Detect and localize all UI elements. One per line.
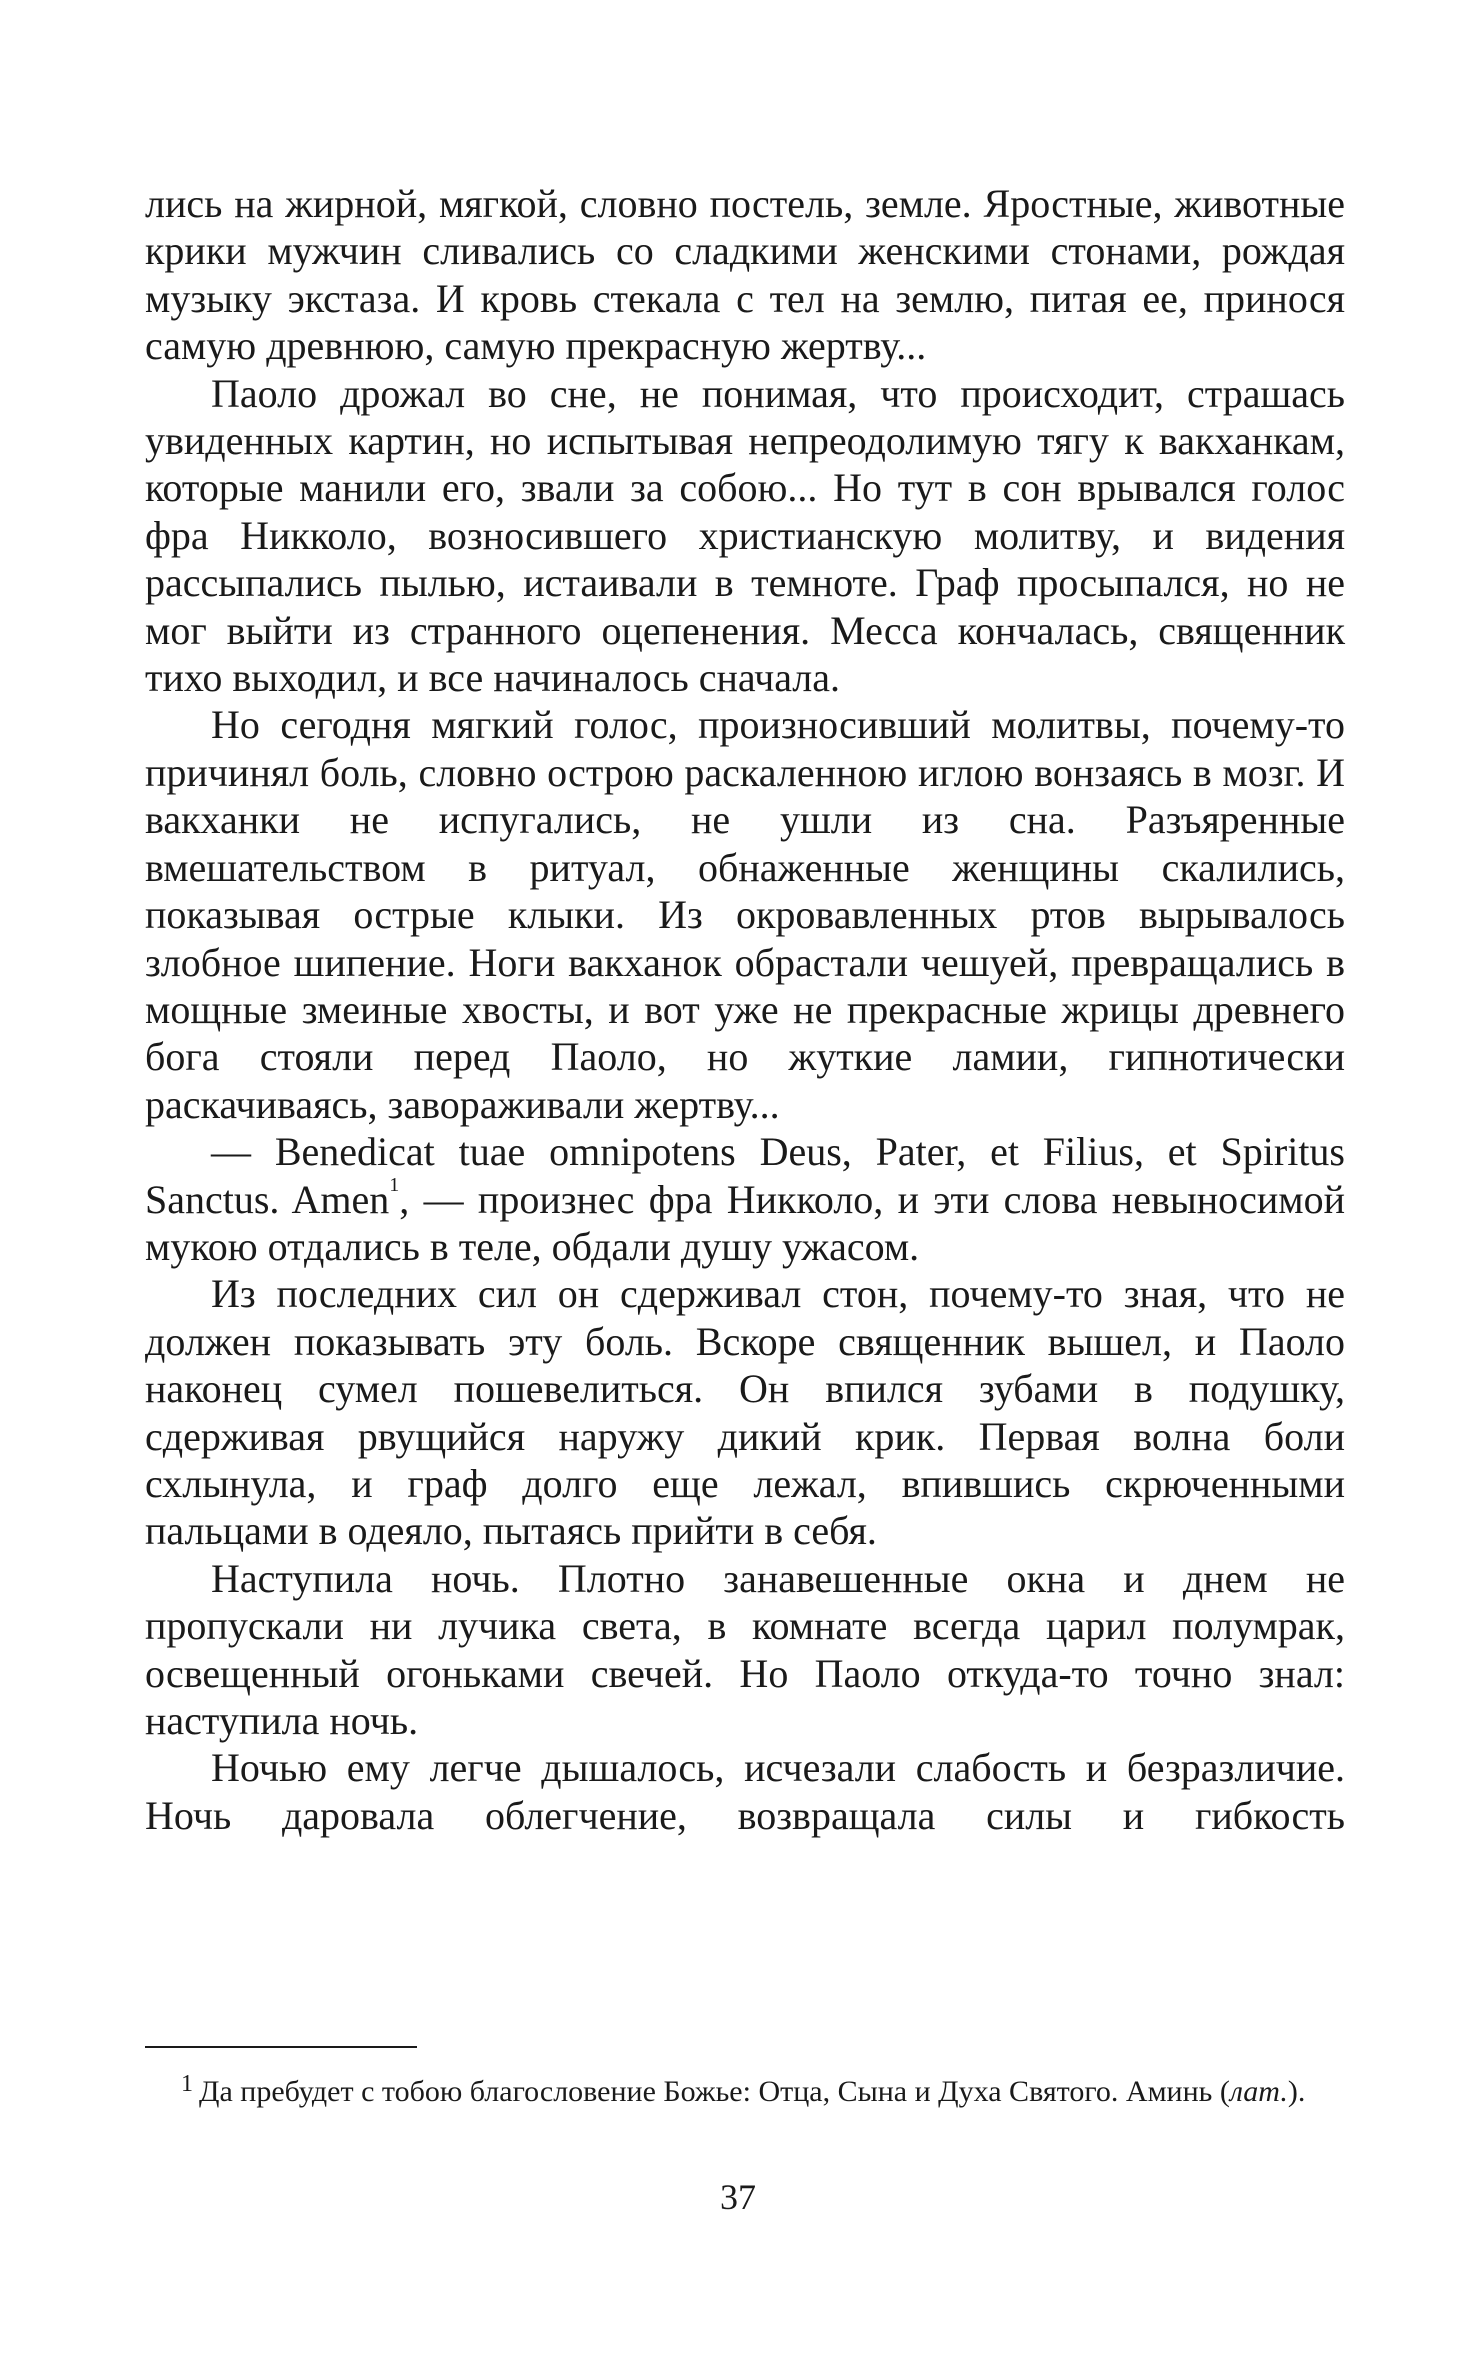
paragraph-4-continuation: , — произнес фра Никколо, и эти слова невыносимой мукою отдались в теле, обдали душу ужасом. bbox=[145, 1176, 1346, 1269]
footnote-reference: 1 bbox=[389, 1173, 400, 1196]
footnote bbox=[145, 2070, 1345, 2113]
paragraph-4 bbox=[145, 1128, 1345, 1270]
paragraph-3: Но сегодня мягкий голос, произносивший молитвы, почему-то причинял боль, словно острою раскаленною иглою вонзаясь в мозг. И вакханки не испугались, не ушли из сна. Разъяренные вмешательством в ритуал, обнаженные женщины скалились, показывая острые клыки. Из окровавленных ртов вырывалось злобное шипение. Ноги вакханок обрастали чешуей, превращались в мощные змеиные хвосты, и вот уже не прекрасные жрицы древнего бога стояли перед Паоло, но жуткие ламии, гипнотически раскачиваясь, завораживали жертву... bbox=[145, 702, 1345, 1127]
footnote-text: Да пребудет с тобою благословение Божье: Отца, Сына и Духа Святого. Аминь ( bbox=[199, 2075, 1230, 2108]
footnote-tail: ). bbox=[1287, 2075, 1306, 2108]
footnote-italic: лат. bbox=[1229, 2075, 1288, 2108]
footnote-mark: 1 bbox=[181, 2071, 193, 2097]
latin-blessing: — Benedicat tuae omnipotens Deus, Pater, et Filius, et Spiritus Sanctus. Amen bbox=[145, 1129, 1345, 1222]
footnote-divider bbox=[145, 2046, 417, 2048]
paragraph-1: лись на жирной, мягкой, словно постель, земле. Яростные, животные крики мужчин сливались со сладкими женскими стонами, рождая музыку экстаза. И кровь стекала с тел на землю, питая ее, принося самую древнюю, самую прекрасную жертву... bbox=[145, 181, 1345, 369]
paragraph-6: Наступила ночь. Плотно занавешенные окна и днем не пропускали ни лучика света, в комнате всегда царил полумрак, освещенный огоньками свечей. Но Паоло откуда-то точно знал: наступила ночь. bbox=[145, 1555, 1345, 1743]
body-text bbox=[145, 180, 1345, 1839]
page-number: 37 bbox=[720, 2177, 756, 2217]
paragraph-5: Из последних сил он сдерживал стон, почему-то зная, что не должен показывать эту боль. Вскоре священник вышел, и Паоло наконец сумел пошевелиться. Он впился зубами в подушку, сдерживая рвущийся наружу дикий крик. Первая волна боли схлынула, и граф долго еще лежал, впившись скрюченными пальцами в одеяло, пытаясь прийти в себя. bbox=[145, 1271, 1345, 1554]
paragraph-7: Ночью ему легче дышалось, исчезали слабость и безразличие. Ночь даровала облегчение, возвращала силы и гибкость bbox=[145, 1745, 1345, 1838]
paragraph-2: Паоло дрожал во сне, не понимая, что происходит, страшась увиденных картин, но испытывая непреодолимую тягу к вакханкам, которые манили его, звали за собою... Но тут в сон врывался голос фра Никколо, возносившего христианскую молитву, и видения рассыпались пылью, истаивали в темноте. Граф просыпался, но не мог выйти из странного оцепенения. Месса кончалась, священник тихо выходил, и все начиналось сначала. bbox=[145, 370, 1345, 701]
